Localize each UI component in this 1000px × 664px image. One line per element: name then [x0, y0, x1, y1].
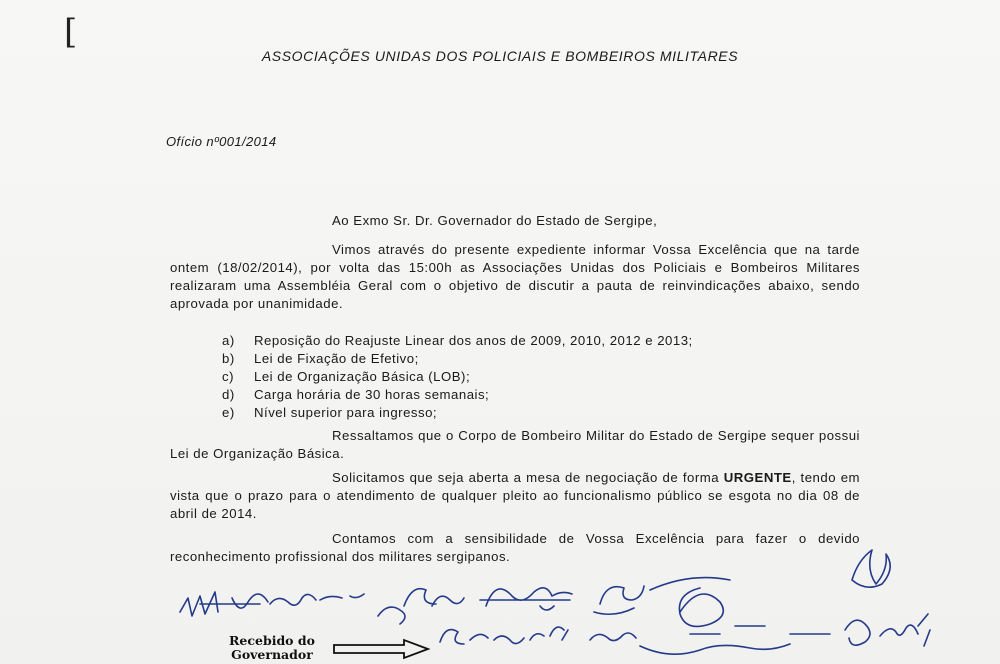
received-annotation: Recebido do Governador — [229, 633, 315, 662]
paragraph-urgent: Solicitamos que seja aberta a mesa de negociação de forma URGENTE, tendo em vista que o prazo para o atendimento de qualquer pleito ao funcionalismo público se esgota no dia 08 de abril de 2014. — [170, 470, 861, 521]
paragraph-lob: Ressaltamos que o Corpo de Bombeiro Militar do Estado de Sergipe sequer possui Lei de Organização Básica. — [170, 428, 860, 461]
list-item: b) Lei de Fixação de Efetivo; — [222, 351, 419, 366]
signature-4 — [594, 586, 644, 614]
signature-3 — [480, 588, 572, 610]
paragraph-closing: Contamos com a sensibilidade de Vossa Excelência para fazer o devido reconhecimento profissional dos militares sergipanos. — [170, 531, 860, 564]
list-item: e) Nível superior para ingresso; — [222, 405, 438, 420]
urgent-emphasis: URGENTE — [723, 470, 792, 485]
letterhead-title: ASSOCIAÇÕES UNIDAS DOS POLICIAIS E BOMBEIROS MILITARES — [261, 48, 739, 64]
scan-bracket-mark: [ — [64, 12, 78, 52]
signature-5 — [650, 578, 730, 627]
arrow-right-icon — [332, 638, 432, 660]
signature-1 — [180, 592, 364, 616]
signature-2 — [378, 589, 464, 624]
list-item: c) Lei de Organização Básica (LOB); — [222, 369, 471, 384]
paragraph-intro: Vimos através do presente expediente informar Vossa Excelência que na tarde ontem (18/02/2014), por volta das 15:00h as Associações Unidas dos Policiais e Bombeiros Militares realizaram uma Assembléia Geral com o objetivo de discutir a pauta de reinvindicações abaixo, sendo aprovada por unanimidade. — [170, 242, 860, 311]
salutation: Ao Exmo Sr. Dr. Governador do Estado de Sergipe, — [332, 213, 658, 228]
demands-list — [222, 332, 693, 422]
list-item: d) Carga horária de 30 horas semanais; — [222, 387, 490, 402]
list-item: a) Reposição do Reajuste Linear dos anos de 2009, 2010, 2012 e 2013; — [222, 333, 693, 348]
received-note-signature — [440, 614, 930, 654]
document-number: Ofício nº001/2014 — [166, 134, 277, 149]
